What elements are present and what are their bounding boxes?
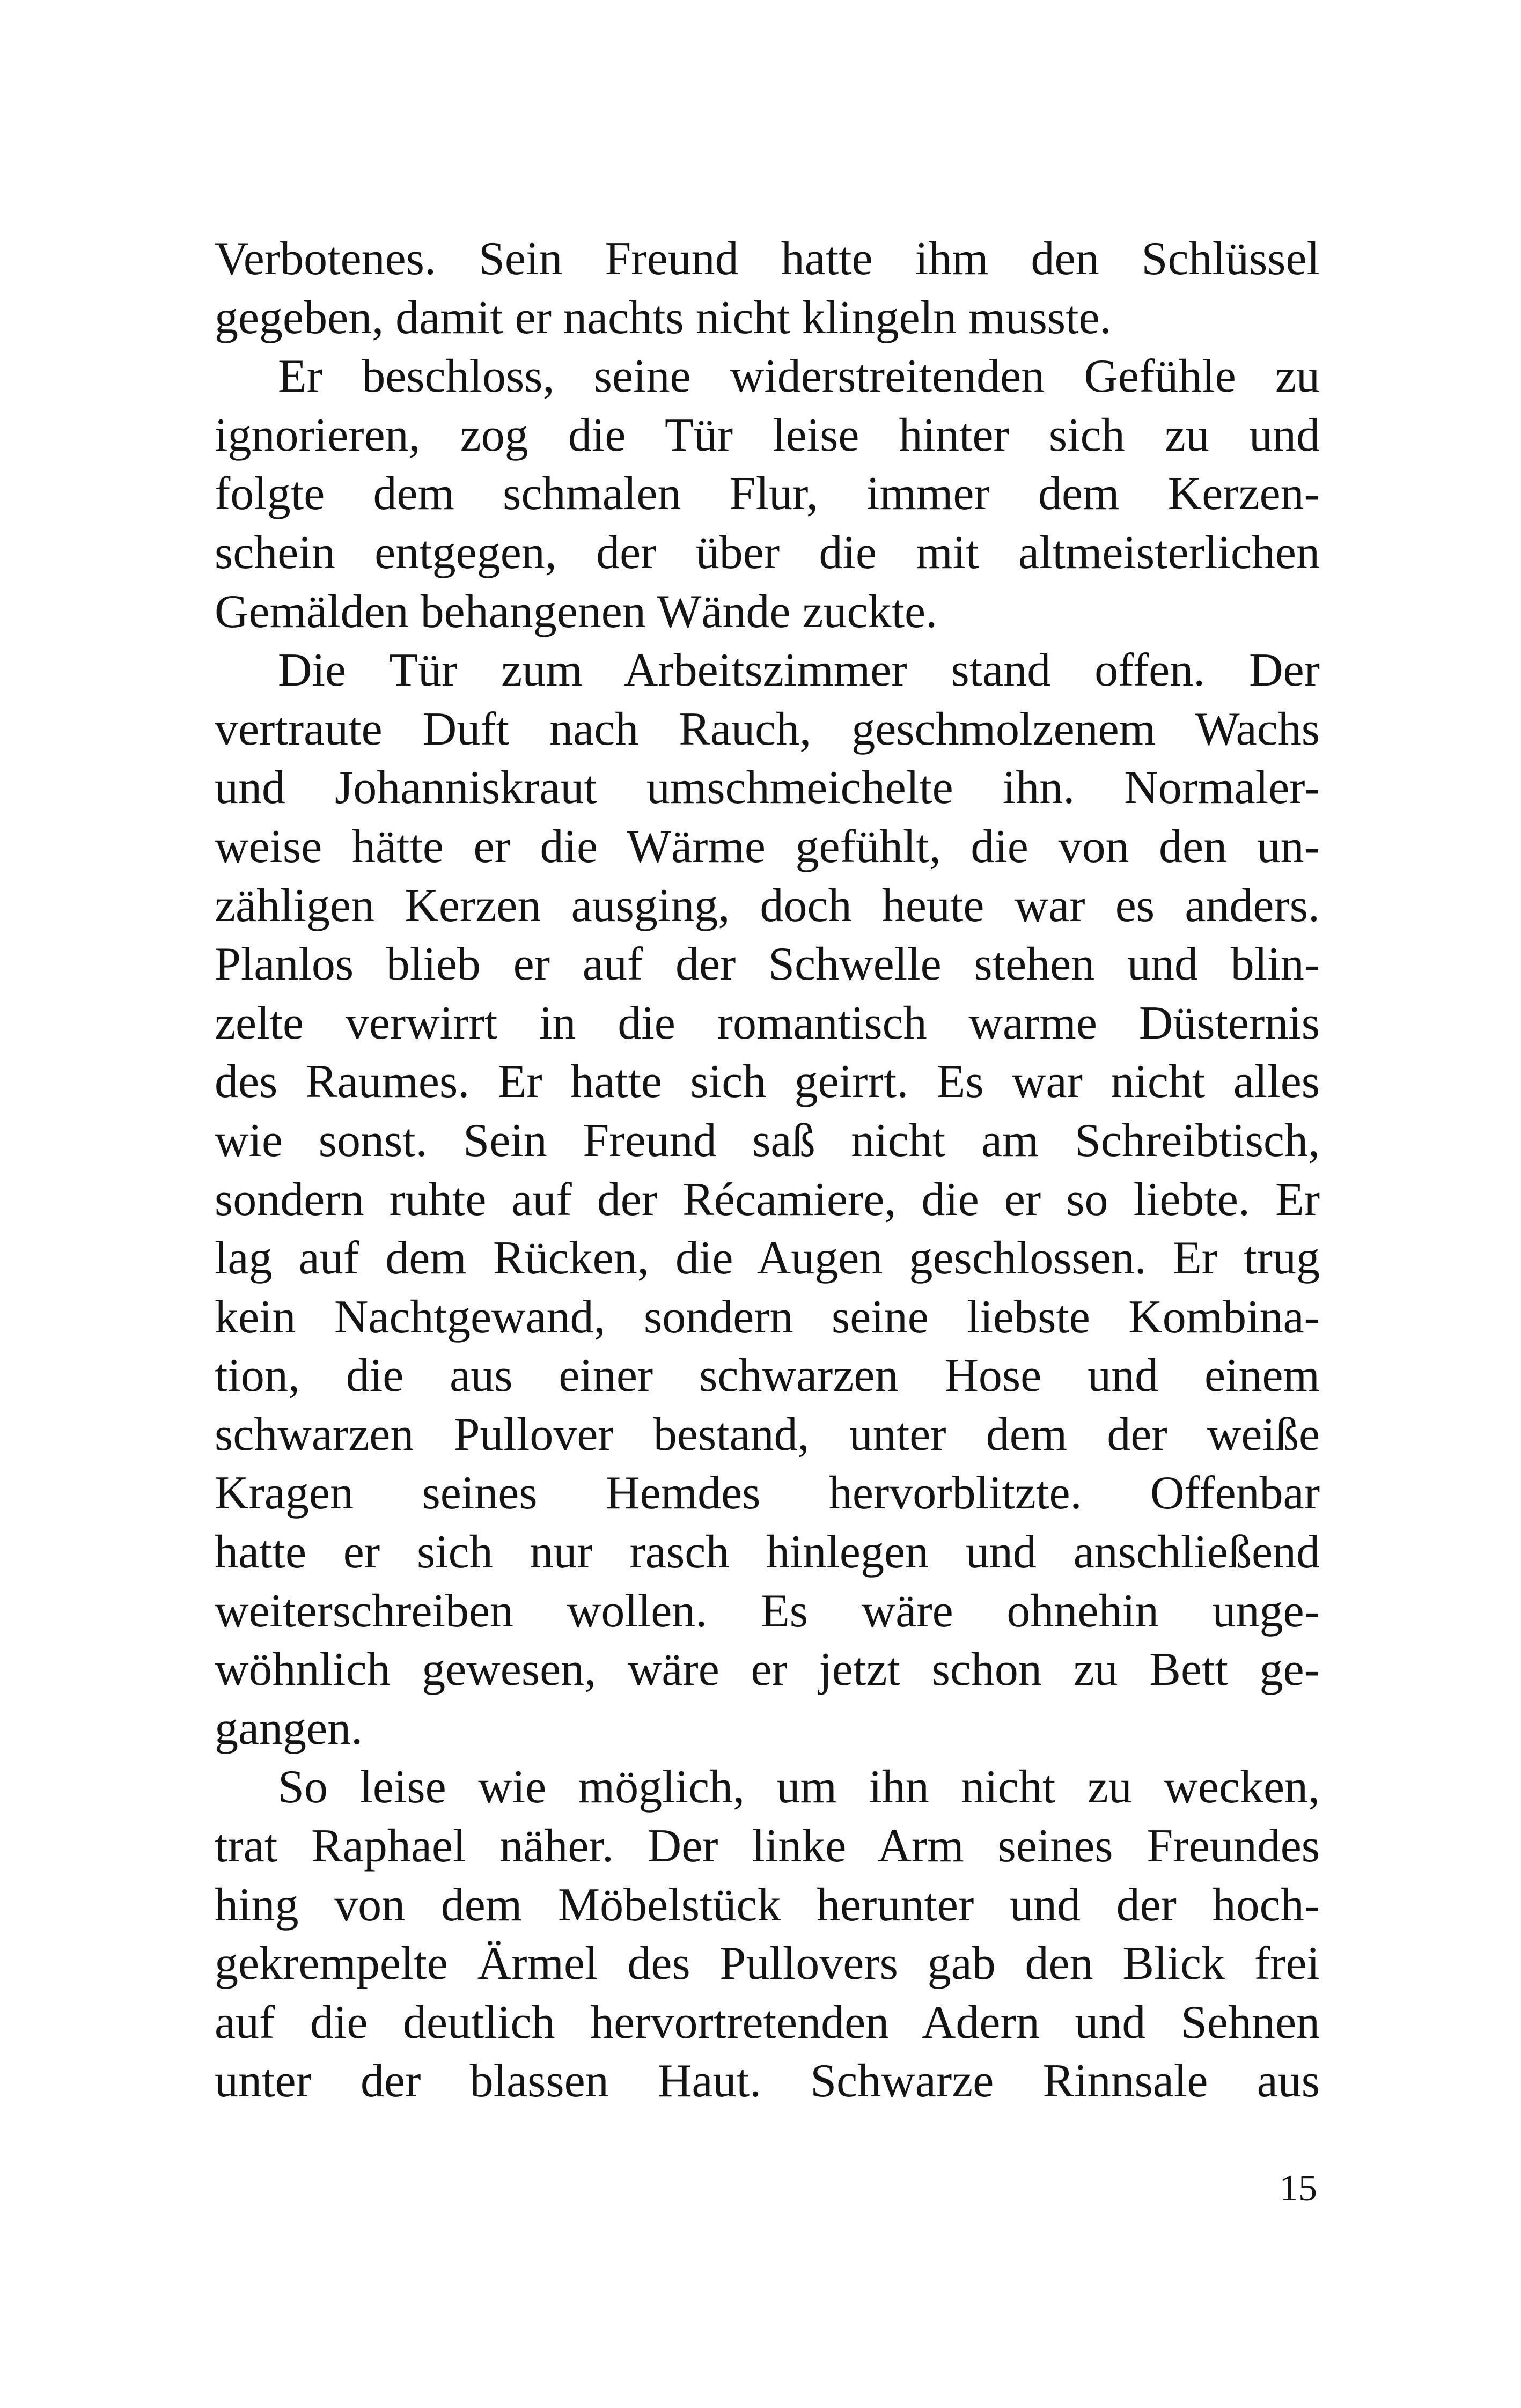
- text-line: hing von dem Möbelstück herunter und der hoch-: [215, 1879, 1320, 1931]
- text-line: wöhnlich gewesen, wäre er jetzt schon zu Bett ge-: [215, 1644, 1320, 1696]
- text-line: hatte er sich nur rasch hinlegen und anschließend: [215, 1526, 1320, 1579]
- body-text: [215, 230, 1320, 2111]
- page-number: 15: [1280, 2168, 1317, 2209]
- text-line: ignorieren, zog die Tür leise hinter sich zu und: [215, 409, 1320, 461]
- text-line: unter der blassen Haut. Schwarze Rinnsale aus: [215, 2055, 1320, 2108]
- text-line: tion, die aus einer schwarzen Hose und einem: [215, 1350, 1320, 1402]
- text-line: Er beschloss, seine widerstreitenden Gefühle zu: [278, 350, 1320, 403]
- text-line: des Raumes. Er hatte sich geirrt. Es war nicht alles: [215, 1056, 1320, 1108]
- text-line: lag auf dem Rücken, die Augen geschlossen. Er trug: [215, 1232, 1320, 1285]
- text-line: zähligen Kerzen ausging, doch heute war es anders.: [215, 879, 1320, 932]
- text-line: zelte verwirrt in die romantisch warme Düsternis: [215, 997, 1320, 1049]
- text-line: weiterschreiben wollen. Es wäre ohnehin unge-: [215, 1585, 1320, 1637]
- text-line: Die Tür zum Arbeitszimmer stand offen. Der: [278, 644, 1320, 697]
- text-line: gegeben, damit er nachts nicht klingeln musste.: [215, 291, 1112, 344]
- text-line: vertraute Duft nach Rauch, geschmolzenem Wachs: [215, 703, 1320, 755]
- text-line: schein entgegen, der über die mit altmeisterlichen: [215, 526, 1320, 579]
- text-line: Planlos blieb er auf der Schwelle stehen und blin-: [215, 938, 1320, 991]
- text-line: sondern ruhte auf der Récamiere, die er so liebte. Er: [215, 1173, 1320, 1226]
- text-line: schwarzen Pullover bestand, unter dem der weiße: [215, 1408, 1320, 1461]
- text-line: wie sonst. Sein Freund saß nicht am Schreibtisch,: [215, 1114, 1320, 1167]
- text-line: So leise wie möglich, um ihn nicht zu wecken,: [278, 1761, 1320, 1814]
- text-line: weise hätte er die Wärme gefühlt, die von den un-: [215, 820, 1320, 873]
- text-line: und Johanniskraut umschmeichelte ihn. Normaler-: [215, 762, 1320, 814]
- text-line: trat Raphael näher. Der linke Arm seines Freundes: [215, 1820, 1320, 1873]
- text-line: gekrempelte Ärmel des Pullovers gab den Blick frei: [215, 1938, 1320, 1990]
- text-line: folgte dem schmalen Flur, immer dem Kerzen-: [215, 468, 1320, 520]
- text-line: Gemälden behangenen Wände zuckte.: [215, 585, 938, 638]
- text-line: gangen.: [215, 1702, 363, 1755]
- text-line: auf die deutlich hervortretenden Adern und Sehnen: [215, 1996, 1320, 2049]
- text-line: kein Nachtgewand, sondern seine liebste Kombina-: [215, 1291, 1320, 1343]
- text-line: Kragen seines Hemdes hervorblitzte. Offenbar: [215, 1467, 1320, 1520]
- text-line: Verbotenes. Sein Freund hatte ihm den Schlüssel: [215, 233, 1320, 285]
